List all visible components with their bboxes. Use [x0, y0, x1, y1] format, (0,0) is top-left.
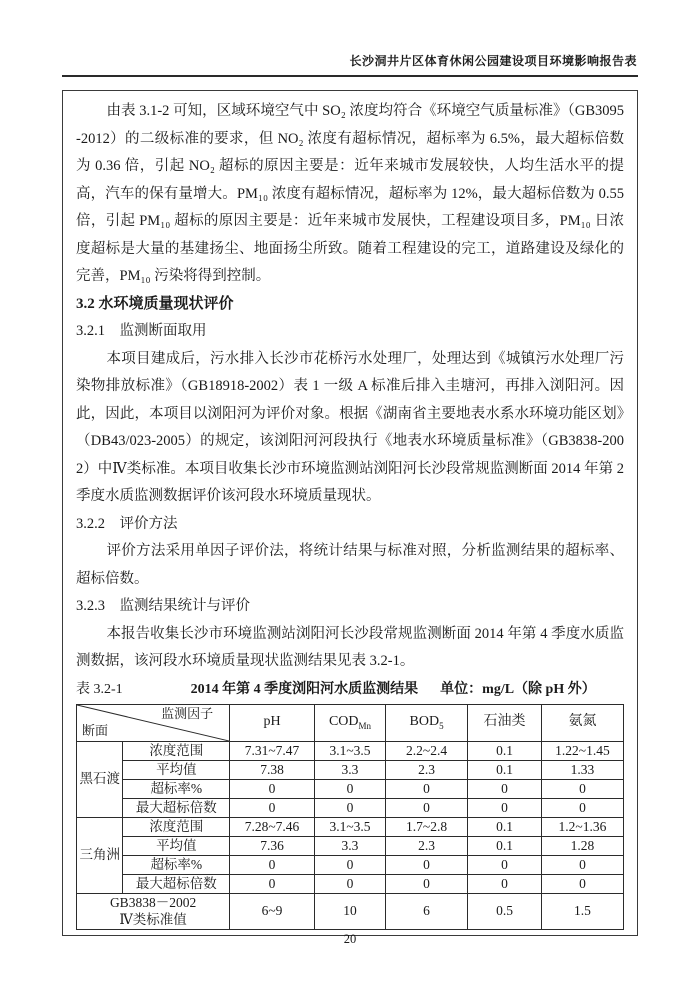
heading-3-2-3: 3.2.3 监测结果统计与评价: [76, 598, 250, 614]
value-cell: 3.1~3.5: [314, 741, 385, 760]
paragraph-results: 本报告收集长沙市环境监测站浏阳河长沙段常规监测断面 2014 年第 4 季度水质监测数据，该河段水环境质量现状监测结果见表 3.2-1。: [76, 625, 624, 669]
value-cell: 0: [230, 855, 315, 874]
table-row: [77, 874, 624, 893]
water-quality-table: [76, 704, 624, 930]
standard-value-cell: 1.5: [541, 893, 623, 929]
paragraph-method: 评价方法采用单因子评价法，将统计结果与标准对照，分析监测结果的超标率、超标倍数。: [76, 543, 624, 587]
diagonal-header-cell: [77, 704, 230, 741]
value-cell: 0: [230, 798, 315, 817]
header-rule: [62, 75, 638, 77]
table-caption-title: 2014 年第 4 季度浏阳河水质监测结果: [190, 681, 419, 697]
value-cell: 0: [541, 874, 623, 893]
column-header-sub: 5: [439, 720, 444, 731]
heading-3-2: 3.2 水环境质量现状评价: [76, 295, 234, 312]
value-cell: 2.2~2.4: [386, 741, 468, 760]
value-cell: 7.31~7.47: [230, 741, 315, 760]
value-cell: 0.1: [468, 741, 542, 760]
value-cell: 0: [386, 798, 468, 817]
value-cell: 0: [468, 779, 542, 798]
column-header-ph: [230, 704, 315, 741]
value-cell: 2.3: [386, 760, 468, 779]
row-label-cell: 平均值: [123, 836, 230, 855]
value-cell: 1.22~1.45: [541, 741, 623, 760]
column-header-bod5: [386, 704, 468, 741]
content-box: [62, 90, 638, 936]
row-label-cell: 最大超标倍数: [123, 874, 230, 893]
corner-label-section: 断面: [82, 722, 109, 738]
value-cell: 0: [230, 874, 315, 893]
value-cell: 0: [314, 855, 385, 874]
page-number: 20: [343, 932, 357, 946]
column-header-text: 氨氮: [568, 713, 597, 729]
heading-3-2-1: 3.2.1 监测断面取用: [76, 323, 207, 339]
value-cell: 7.38: [230, 760, 315, 779]
row-label-cell: 浓度范围: [123, 817, 230, 836]
section-name-cell: 黑石渡: [77, 741, 123, 817]
value-cell: 1.28: [541, 836, 623, 855]
table-caption-unit: 单位：mg/L（除 pH 外）: [440, 681, 596, 697]
row-label-cell: 超标率%: [123, 779, 230, 798]
row-label-cell: 平均值: [123, 760, 230, 779]
corner-label-factor: 监测因子: [161, 705, 214, 721]
value-cell: 3.1~3.5: [314, 817, 385, 836]
standard-label-line2: Ⅳ类标准值: [119, 912, 187, 928]
value-cell: 0: [541, 798, 623, 817]
column-header-text: COD: [328, 713, 359, 729]
value-cell: 1.2~1.36: [541, 817, 623, 836]
table-row: [77, 855, 624, 874]
monitor-table-body: [77, 741, 624, 929]
column-header-text: 石油类: [483, 713, 526, 729]
paragraph-monitor-section: 本项目建成后，污水排入长沙市花桥污水处理厂，处理达到《城镇污水处理厂污染物排放标准》（GB18918-2002）表 1 一级 A 标准后排入圭塘河，再排入浏阳河。因此，因此，本项目以浏阳河为评价对象。根据《湖南省主要地表水系水环境功能区划》（DB43/023-2005）的规定，该浏阳河河段执行《地表水环境质量标准》（GB3838-2002）中Ⅳ类标准。本项目收集长沙市环境监测站浏阳河长沙段常规监测断面 2014 年第 2 季度水质监测数据评价该河段水环境质量现状。: [76, 350, 624, 504]
column-header-petroleum: [468, 704, 542, 741]
table-caption: [76, 676, 624, 703]
column-header-text: BOD: [409, 713, 440, 729]
heading-3-2-2: 3.2.2 评价方法: [76, 515, 178, 532]
value-cell: 0: [314, 798, 385, 817]
value-cell: 0: [468, 798, 542, 817]
value-cell: 0: [541, 779, 623, 798]
standard-label-cell: [77, 893, 230, 929]
standard-value-cell: 6: [386, 893, 468, 929]
value-cell: 0: [314, 874, 385, 893]
standard-value-row: [77, 893, 624, 929]
value-cell: 1.33: [541, 760, 623, 779]
value-cell: 0: [314, 779, 385, 798]
standard-value-cell: 10: [314, 893, 385, 929]
value-cell: 0: [541, 855, 623, 874]
row-label-cell: 最大超标倍数: [123, 798, 230, 817]
document-header-title: 长沙洞井片区体育休闲公园建设项目环境影响报告表: [349, 54, 637, 68]
column-header-ammonia: [541, 704, 623, 741]
value-cell: 0: [230, 779, 315, 798]
column-header-sub: Mn: [358, 720, 372, 731]
standard-label-line1: GB3838－2002: [109, 894, 197, 910]
column-header-codmn: [314, 704, 385, 741]
value-cell: 7.36: [230, 836, 315, 855]
value-cell: 0.1: [468, 760, 542, 779]
value-cell: 0: [386, 874, 468, 893]
value-cell: 2.3: [386, 836, 468, 855]
table-row: [77, 817, 624, 836]
standard-value-cell: 6~9: [230, 893, 315, 929]
value-cell: 1.7~2.8: [386, 817, 468, 836]
value-cell: 0: [386, 779, 468, 798]
table-row: [77, 779, 624, 798]
row-label-cell: 超标率%: [123, 855, 230, 874]
value-cell: 3.3: [314, 836, 385, 855]
section-name-cell: 三角洲: [77, 817, 123, 893]
paragraph-air-quality: 由表 3.1-2 可知，区域环境空气中 SO₂ 浓度均符合《环境空气质量标准》（GB3095-2012）的二级标准的要求，但 NO₂ 浓度有超标情况，超标率为 6.5%，最大超标倍数为 0.36 倍，引起 NO₂ 超标的原因主要是：近年来城市发展较快，人均生活水平的提高，汽车的保有量增大。PM₁₀ 浓度有超标情况，超标率为 12%，最大超标倍数为 0.55 倍，引起 PM₁₀ 超标的原因主要是：近年来城市发展快，工程建设项目多，PM₁₀ 日浓度超标是大量的基建扬尘、地面扬尘所致。随着工程建设的完工，道路建设及绿化的完善，PM₁₀ 污染将得到控制。: [76, 103, 624, 284]
table-row: [77, 741, 624, 760]
row-label-cell: 浓度范围: [123, 741, 230, 760]
column-header-text: pH: [263, 713, 281, 729]
value-cell: 7.28~7.46: [230, 817, 315, 836]
table-header-row: [77, 704, 624, 741]
table-row: [77, 836, 624, 855]
value-cell: 0: [386, 855, 468, 874]
standard-value-cell: 0.5: [468, 893, 542, 929]
table-caption-label: 表 3.2-1: [76, 681, 123, 697]
value-cell: 3.3: [314, 760, 385, 779]
value-cell: 0.1: [468, 836, 542, 855]
value-cell: 0: [468, 874, 542, 893]
value-cell: 0.1: [468, 817, 542, 836]
value-cell: 0: [468, 855, 542, 874]
table-row: [77, 760, 624, 779]
table-row: [77, 798, 624, 817]
